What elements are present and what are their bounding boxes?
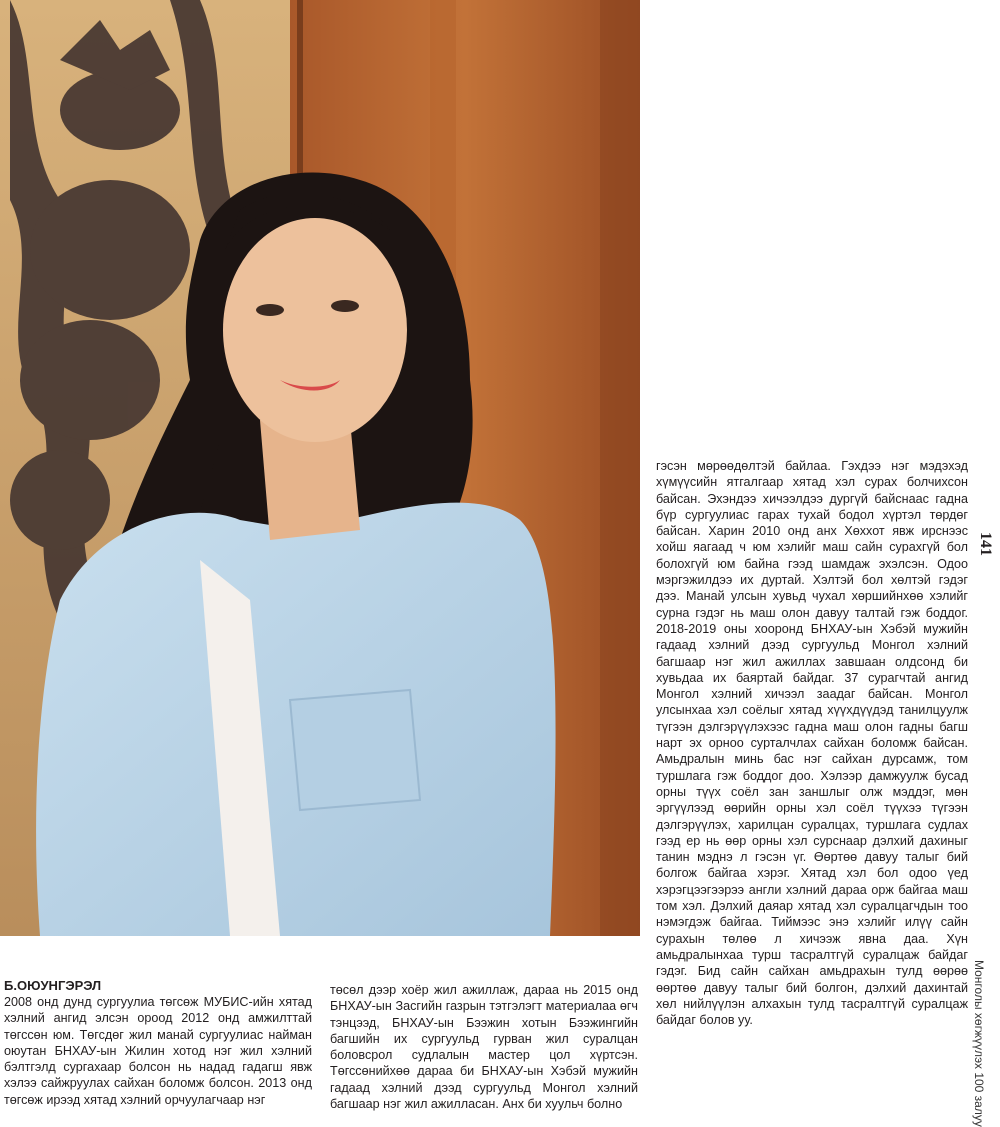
article-paragraph: төсөл дээр хоёр жил ажиллаж, дараа нь 2015 онд БНХАУ-ын Засгийн газрын тэтгэлэгт материалаа өгч тэнцээд, БНХАУ-ын Бээжин хотын Бээжингийн багшийн их сургуульд гурван жил суралцан боловсрол судлалын мастер цол хүртсэн. Төгссөнийхөө дараа би БНХАУ-ын Хэбэй мужийн гадаад хэлний дээд сургуульд Монгол хэлний багшаар нэг жил ажилласан. Анх би хуульч болно — [330, 983, 638, 1112]
article-paragraph: гэсэн мөрөөдөлтэй байлаа. Гэхдээ нэг мэдэхэд хүмүүсийн ятгалгаар хятад хэл сурах болчихсон байсан. Эхэндээ хичээлдээ дургүй байснаас гадна бүр сургуулиас гарах тухай бодол хүртэл төрдөг байсан. Харин 2010 онд анх Хөххот явж ирснээс хойш яагаад ч юм хэлийг маш сайн сурахгүй бол болохгүй юм байна гээд шамдаж эхэлсэн. Одоо мэргэжилдээ их дуртай. Хэлтэй бол хөлтэй гэдэг дээ. Манай улсын хувьд чухал хөршийнхөө хэлийг сурна гэдэг нь маш олон давуу талтай гэж боддог. 2018-2019 оны хооронд БНХАУ-ын Хэбэй мужийн гадаад хэлний дээд сургуульд Монгол хэлний багшаар нэг жил ажиллах завшаан олдсонд би хувьдаа их баяртай байдаг. 37 сурагчтай ангид Монгол хэлний хичээл заадаг байсан. Монгол улсынхаа хэл соёлыг хятад хүүхдүүдэд танилцуулж түгээн дэлгэрүүлэхээс гадна маш олон гадны багш нарт эх орноо сурталчлах сайхан боломж байсан. Амьдралын минь бас нэг сайхан дурсамж, том туршлага гэж боддог доо. Хэлээр дамжуулж бусад орны түүх соёл зан заншлыг олж мэддэг, мөн эргүүлээд өөрийн орны хэл соёл түүхээ түгээн дэлгэрүүлэх, харилцан суралцах, туршлага судлах гээд ер нь өөр орны хэл сурснаар дэлхий дахиныг танин мэднэ л гэсэн үг. Өөртөө давуу талыг бий болгож байгаа хэрэг. Хятад хэл бол одоо үед хэрэгцээгээрээ англи хэлний дараа орж байгаа маш том хэл. Дэлхий даяар хятад хэл суралцагчдын тоо нэмэгдэж байгаа. Тиймээс энэ хэлийг илүү сайн сурахын төлөө л хичээж явна даа. Хүн амьдралынхаа турш тасралтгүй суралцаж байдаг гэдэг. Бид сайн сайхан амьдрахын тулд өөрөө өөртөө давуу талыг бий болгон, дэлхий дахинтай хөл нийлүүлэн алхахын тулд тасралтгүй суралцаж байдаг болов уу. — [656, 459, 968, 1028]
article-column-middle — [330, 982, 638, 1112]
article-paragraph: 2008 онд дунд сургуулиа төгсөж МУБИС-ийн хятад хэлний ангид элсэн ороод 2012 онд амжилттай төгссөн юм. Төгсдөг жил манай сургуулиас найман оюутан БНХАУ-ын Жилин хотод нэг жил хэлний бэлтгэлд сургахаар болсон нь надад гадагш явж хэлээ сайжруулах сайхан боломж болсон. 2013 онд төгсөж ирээд хятад хэлний орчуулагчаар нэг — [4, 995, 312, 1107]
author-name: Б.ОЮУНГЭРЭЛ — [4, 978, 102, 993]
page-number: 141 — [977, 532, 994, 556]
article-column-left — [4, 978, 312, 1108]
article-column-right — [656, 458, 968, 1028]
running-title-text: Монголы хөгжүүлэх 100 залуу — [972, 960, 986, 1127]
